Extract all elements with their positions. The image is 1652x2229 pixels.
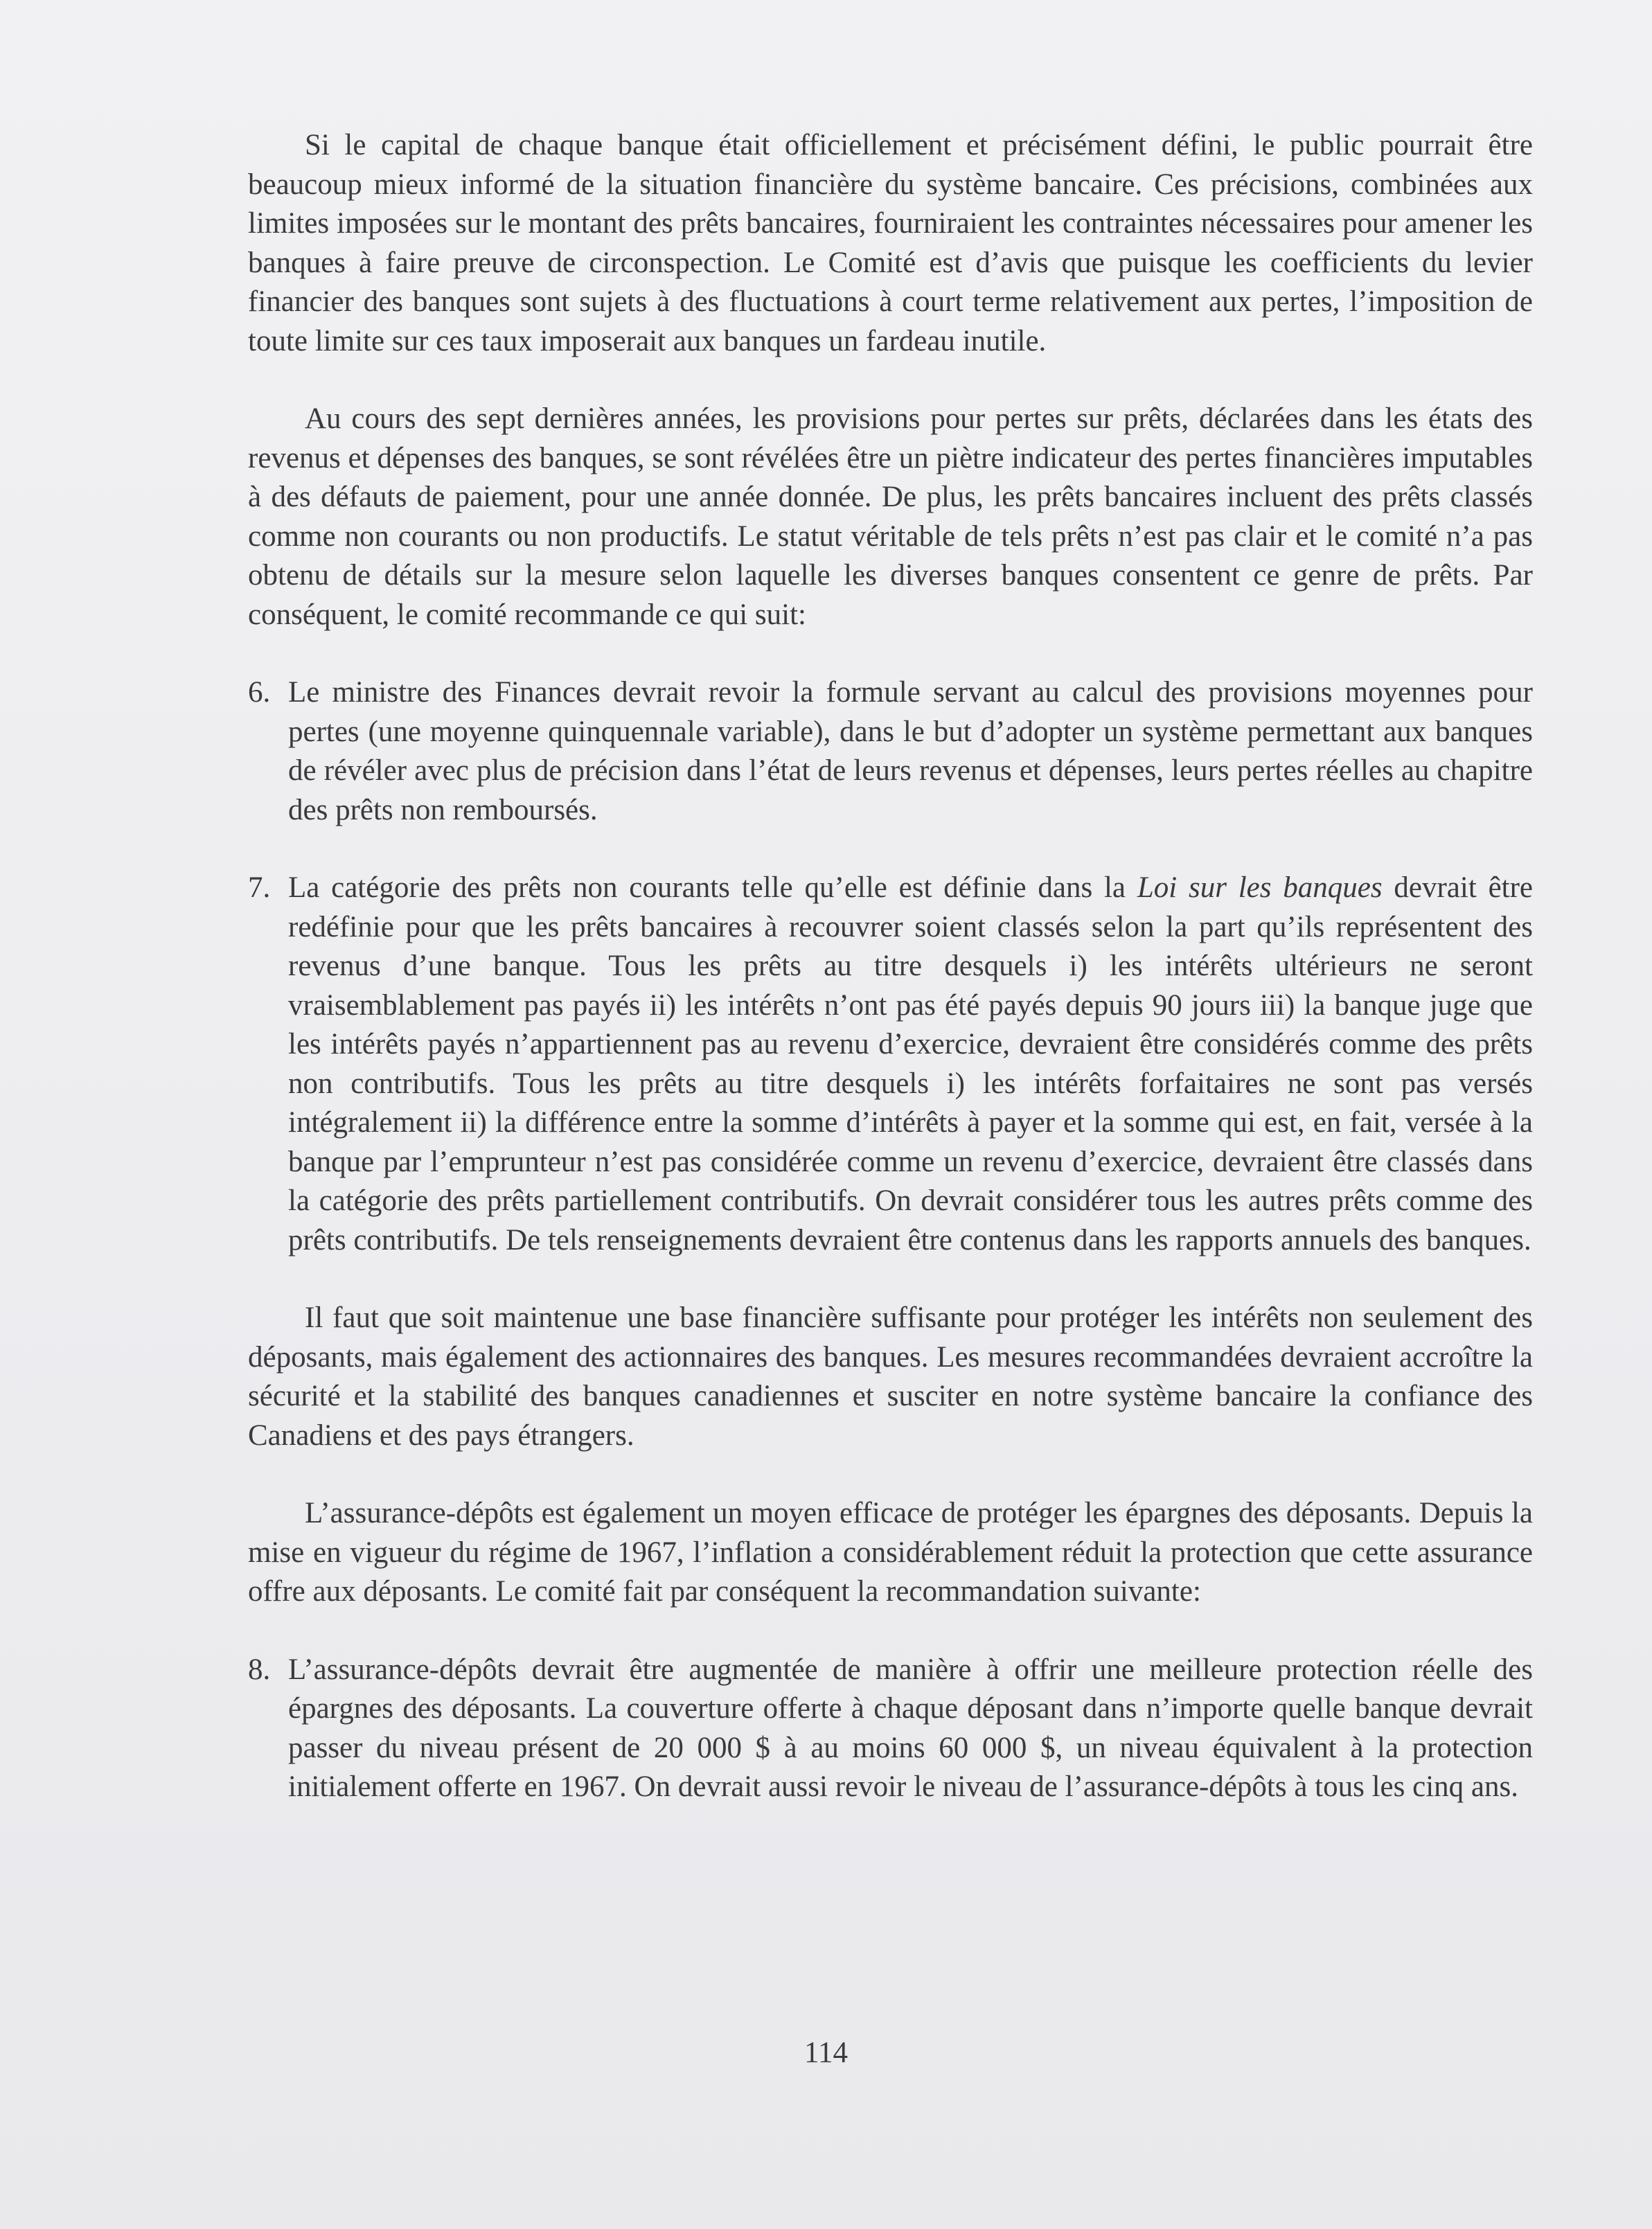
recommendation-number: 7. (248, 871, 271, 904)
recommendation-text: Le ministre des Finances devrait revoir la formule servant au calcul des provisions moyennes pour pertes (une moyenne quinquennale variable), dans le but d’adopter un système permettant aux banques de révéler avec plus de précision dans l’état de leurs revenus et dépenses, leurs pertes réelles au chapitre des prêts non remboursés. (288, 676, 1533, 826)
body-text (248, 126, 1533, 1846)
recommendation-text-start: La catégorie des prêts non courants telle qu’elle est définie dans la (288, 871, 1126, 904)
paragraph-deposit-insurance: L’assurance-dépôts est également un moyen efficace de protéger les épargnes des déposants. Depuis la mise en vigueur du régime de 1967, l’inflation a considérablement réduit la protection que cette assurance offre aux déposants. Le comité fait par conséquent la recommandation suivante: (248, 1497, 1533, 1608)
page-number: 114 (804, 2036, 848, 2069)
paragraph-capital-definition: Si le capital de chaque banque était officiellement et précisément défini, le public pourrait être beaucoup mieux informé de la situation financière du système bancaire. Ces précisions, combinées aux limites imposées sur le montant des prêts bancaires, fourniraient les contraintes nécessaires pour amener les banques à faire preuve de circonspection. Le Comité est d’avis que puisque les coefficients du levier financier des banques sont sujets à des fluctuations à court terme relativement aux pertes, l’imposition de toute limite sur ces taux imposerait aux banques un fardeau inutile. (248, 129, 1533, 357)
paragraph-financial-base: Il faut que soit maintenue une base financière suffisante pour protéger les intérêts non seulement des déposants, mais également des actionnaires des banques. Les mesures recommandées devraient accroître la sécurité et la stabilité des banques canadiennes et susciter en notre système bancaire la confiance des Canadiens et des pays étrangers. (248, 1302, 1533, 1452)
paragraph-loan-loss-provisions: Au cours des sept dernières années, les provisions pour pertes sur prêts, déclarées dans les états des revenus et dépenses des banques, se sont révélées être un piètre indicateur des pertes financières imputables à des défauts de paiement, pour une année donnée. De plus, les prêts bancaires incluent des prêts classés comme non courants ou non productifs. Le statut véritable de tels prêts n’est pas clair et le comité n’a pas obtenu de détails sur la mesure selon laquelle les diverses banques consentent ce genre de prêts. Par conséquent, le comité recommande ce qui suit: (248, 402, 1533, 631)
recommendation-7 (248, 869, 1533, 1260)
recommendation-text: L’assurance-dépôts devrait être augmentée de manière à offrir une meilleure protection réelle des épargnes des déposants. La couverture offerte à chaque déposant dans n’importe quelle banque devrait passer du niveau présent de 20 000 $ à au moins 60 000 $, un niveau équivalent à la protection initialement offerte en 1967. On devrait aussi revoir le niveau de l’assurance-dépôts à tous les cinq ans. (288, 1653, 1533, 1803)
recommendation-8 (248, 1651, 1533, 1807)
recommendation-text-end: devrait être redéfinie pour que les prêts bancaires à recouvrer soient classés selon la part qu’ils représentent des revenus d’une banque. Tous les prêts au titre desquels i) les intérêts ultérieurs ne seront vraisemblablement pas payés ii) les intérêts n’ont pas été payés depuis 90 jours iii) la banque juge que les intérêts payés n’appartiennent pas au revenu d’exercice, devraient être considérés comme des prêts non contributifs. Tous les prêts au titre desquels i) les intérêts forfaitaires ne sont pas versés intégralement ii) la différence entre la somme d’intérêts à payer et la somme qui est, en fait, versée à la banque par l’emprunteur n’est pas considérée comme un revenu d’exercice, devraient être classés dans la catégorie des prêts partiellement contributifs. On devrait considérer tous les autres prêts comme des prêts contributifs. De tels renseignements devraient être contenus dans les rapports annuels des banques. (288, 871, 1534, 1256)
recommendation-number: 8. (248, 1653, 271, 1686)
law-title: Loi sur les banques (1137, 871, 1383, 904)
recommendation-6 (248, 673, 1533, 830)
recommendation-text (288, 869, 1533, 1260)
recommendation-number: 6. (248, 676, 271, 709)
